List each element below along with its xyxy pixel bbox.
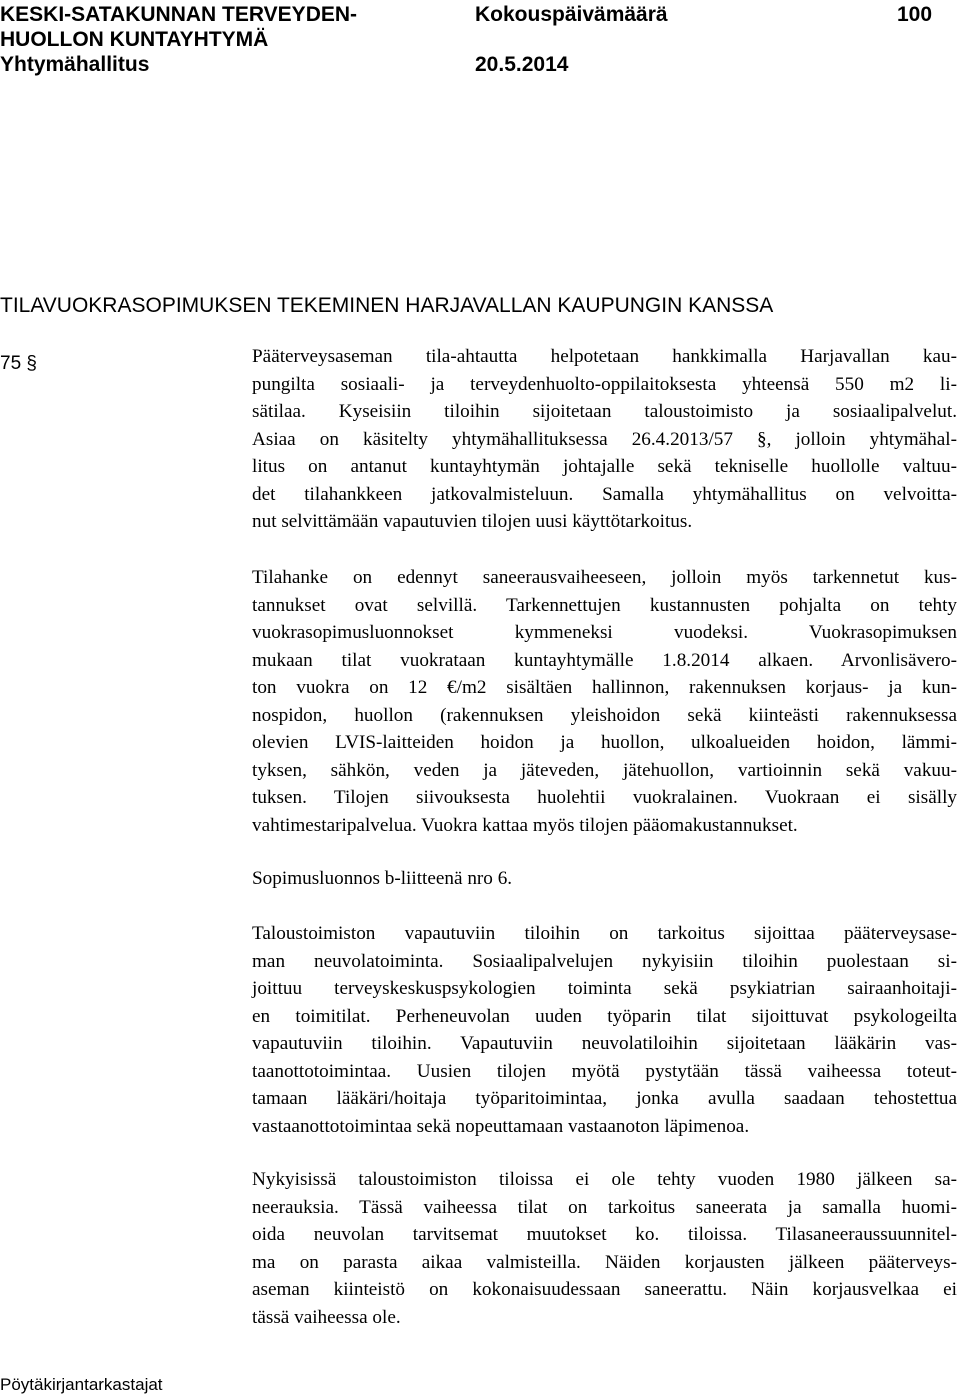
- organization-name-line-2: HUOLLON KUNTAYHTYMÄ: [0, 28, 269, 51]
- paragraph-line: ton vuokra on 12 €/m2 sisältäen hallinnon, rakennuksen korjaus- ja kun-: [252, 677, 957, 698]
- paragraph-space-allocation: [252, 920, 957, 1140]
- paragraph-line: neerauksia. Tässä vaiheessa tilat on tarkoitus saneerata ja samalla huomi-: [252, 1196, 957, 1218]
- paragraph-line: man neuvolatoiminta. Sosiaalipalvelujen nykyisiin tiloihin puolestaan si-: [252, 950, 957, 972]
- meeting-date-label: Kokouspäivämäärä: [475, 3, 668, 26]
- paragraph-line: ma on parasta aikaa valmisteilla. Näiden korjausten jälkeen pääterveys-: [252, 1251, 957, 1273]
- body-name: Yhtymähallitus: [0, 53, 150, 76]
- paragraph-line: oida neuvolan tarvitsemat muutokset ko. tiloissa. Tilasaneeraussuunnitel-: [252, 1224, 957, 1245]
- paragraph-line: tässä vaiheessa ole.: [252, 1306, 401, 1328]
- section-number: 75 §: [0, 353, 37, 374]
- footer-label: Pöytäkirjantarkastajat: [0, 1375, 163, 1394]
- paragraph-line: Pääterveysaseman tila-ahtautta helpotetaan hankkimalla Harjavallan kau-: [252, 346, 957, 367]
- organization-name-line-1: KESKI-SATAKUNNAN TERVEYDEN-: [0, 3, 358, 26]
- meeting-date: 20.5.2014: [475, 53, 569, 76]
- paragraph-line: Nykyisissä taloustoimiston tiloissa ei ole tehty vuoden 1980 jälkeen sa-: [252, 1169, 957, 1190]
- paragraph-line: vapautuviin tiloihin. Vapautuviin neuvolatiloihin sijoitetaan lääkärin vas-: [252, 1033, 957, 1054]
- paragraph-line: Taloustoimiston vapautuviin tiloihin on tarkoitus sijoittaa pääterveysase-: [252, 923, 957, 944]
- paragraph-line: aseman kiinteistö on kokonaisuudessaan saneerattu. Näin korjausvelkaa ei: [252, 1279, 957, 1300]
- paragraph-line: tyksen, sähkön, veden ja jäteveden, jätehuollon, vartioinnin sekä vakuu-: [252, 759, 957, 781]
- paragraph-renovation: [252, 1166, 957, 1331]
- paragraph-line: Sopimusluonnos b-liitteenä nro 6.: [252, 868, 513, 889]
- paragraph-line: nospidon, huollon (rakennuksen yleishoidon sekä kiinteästi rakennuksessa: [252, 704, 957, 726]
- paragraph-line: litus on antanut kuntayhtymän johtajalle sekä tekniselle huollolle valtuu-: [252, 456, 957, 477]
- paragraph-costs: [252, 564, 957, 839]
- paragraph-line: tamaan lääkäri/hoitaja työparitoimintaa, jonka avulla saadaan tehostettua: [252, 1088, 957, 1109]
- paragraph-background: [252, 343, 957, 536]
- paragraph-line: en toimitilat. Perheneuvolan uuden työparin tilat sijoittuvat psykologeilta: [252, 1005, 957, 1027]
- paragraph-line: vuokrasopimusluonnokset kymmeneksi vuodeksi. Vuokrasopimuksen: [252, 622, 957, 643]
- paragraph-line: mukaan tilat vuokrataan kuntayhtymälle 1.8.2014 alkaen. Arvonlisävero-: [252, 649, 957, 671]
- paragraph-line: taanottotoimintaa. Uusien tilojen myötä pystytään tässä vaiheessa toteut-: [252, 1060, 957, 1082]
- section-title: TILAVUOKRASOPIMUKSEN TEKEMINEN HARJAVALLAN KAUPUNGIN KANSSA: [0, 294, 774, 317]
- paragraph-line: olevien LVIS-laitteiden hoidon ja huollon, ulkoalueiden hoidon, lämmi-: [252, 732, 957, 753]
- paragraph-line: vahtimestaripalvelua. Vuokra kattaa myös tilojen pääomakustannukset.: [252, 814, 798, 836]
- paragraph-line: det tilahankkeen jatkovalmisteluun. Samalla yhtymähallitus on velvoitta-: [252, 483, 957, 505]
- paragraph-line: Asiaa on käsitelty yhtymähallituksessa 26.4.2013/57 §, jolloin yhtymähal-: [252, 428, 957, 450]
- paragraph-line: pungilta sosiaali- ja terveydenhuolto-oppilaitoksesta yhteensä 550 m2 li-: [252, 373, 957, 395]
- paragraph-line: nut selvittämään vapautuvien tilojen uusi käyttötarkoitus.: [252, 511, 693, 532]
- paragraph-line: vastaanottotoimintaa sekä nopeuttamaan vastaanoton läpimenoa.: [252, 1115, 750, 1137]
- paragraph-line: sätilaa. Kyseisiin tiloihin sijoitetaan taloustoimisto ja sosiaalipalvelut.: [252, 401, 957, 422]
- page-number: 100: [897, 3, 933, 26]
- paragraph-line: Tilahanke on edennyt saneerausvaiheeseen, jolloin myös tarkennetut kus-: [252, 567, 957, 588]
- paragraph-attachment: [252, 865, 957, 893]
- paragraph-line: tannukset ovat selvillä. Tarkennettujen kustannusten pohjalta on tehty: [252, 594, 957, 616]
- paragraph-line: tuksen. Tilojen siivouksesta huolehtii vuokralainen. Vuokraan ei sisälly: [252, 787, 957, 808]
- paragraph-line: joittuu terveyskeskuspsykologien toiminta sekä psykiatrian sairaanhoitaji-: [252, 978, 957, 999]
